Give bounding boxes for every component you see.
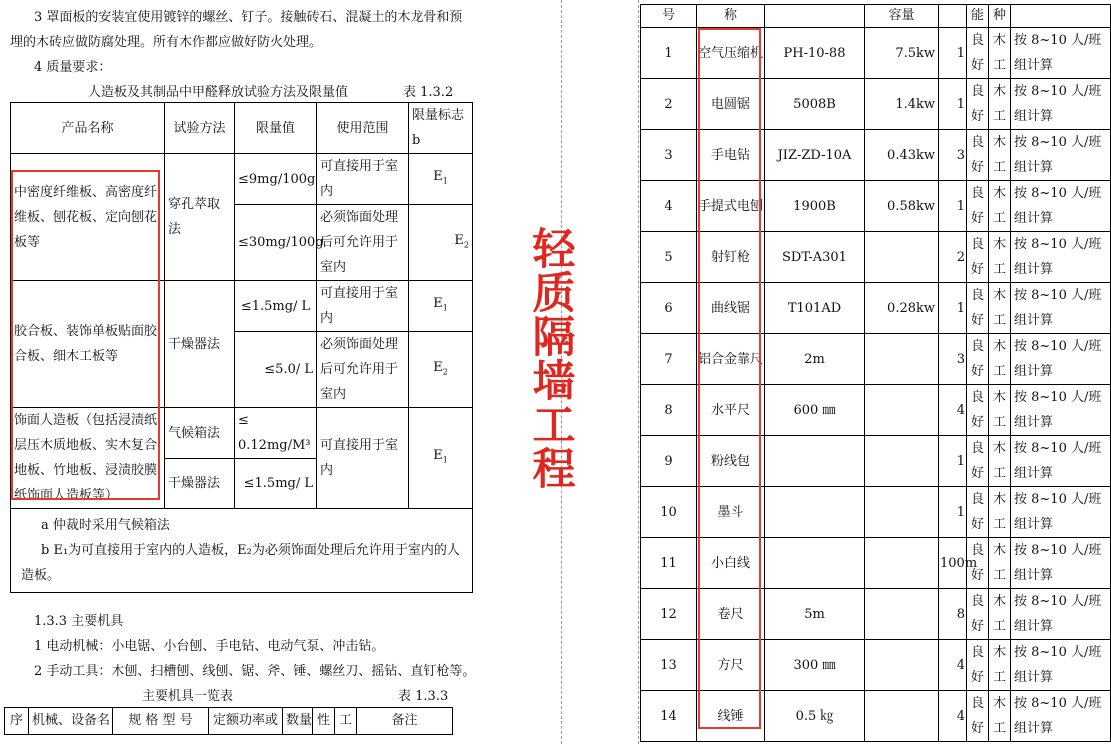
cell-state: 良好 xyxy=(967,538,989,589)
header-cell: 工 xyxy=(335,708,357,735)
cell-name: 手电钻 xyxy=(697,130,765,181)
header-cell: 能 xyxy=(967,5,989,28)
cell-trade: 木工 xyxy=(989,487,1011,538)
table-row xyxy=(641,283,1111,334)
header-cell: 规 格 型 号 xyxy=(113,708,209,735)
method-cell: 气候箱法 xyxy=(165,408,235,459)
header-cell: 使用范围 xyxy=(317,103,409,154)
cell-model: T101AD xyxy=(765,283,865,334)
mark-cell xyxy=(409,205,473,281)
cell-power: 0.58kw xyxy=(865,181,939,232)
cell-qty: 100m xyxy=(939,538,967,589)
mark-subscript: 1 xyxy=(442,303,448,313)
table-row xyxy=(641,640,1111,691)
cell-power xyxy=(865,640,939,691)
header-cell: 限量标志b xyxy=(409,103,473,154)
cell-trade: 木工 xyxy=(989,640,1011,691)
cell-trade: 木工 xyxy=(989,28,1011,79)
limit-cell: ≤5.0/ L xyxy=(235,332,317,408)
table-row xyxy=(641,181,1111,232)
cell-state: 良好 xyxy=(967,334,989,385)
cell-model: 300 ㎜ xyxy=(765,640,865,691)
cell-state: 良好 xyxy=(967,385,989,436)
table-row xyxy=(641,232,1111,283)
page-divider xyxy=(638,0,639,744)
machines-table-header xyxy=(4,707,453,735)
cell-model: 0.5 ㎏ xyxy=(765,691,865,742)
header-cell: 限量值 xyxy=(235,103,317,154)
cell-trade: 木工 xyxy=(989,232,1011,283)
cell-name: 电圆锯 xyxy=(697,79,765,130)
cell-state: 良好 xyxy=(967,283,989,334)
scope-cell: 可直接用于室内 xyxy=(317,408,409,509)
cell-qty: 4 xyxy=(939,640,967,691)
cell-no: 1 xyxy=(641,28,697,79)
header-cell: 定额功率或 xyxy=(209,708,283,735)
mark-subscript: 1 xyxy=(442,176,448,186)
table-row xyxy=(641,334,1111,385)
mark-letter: E xyxy=(454,232,464,248)
cell-name: 铝合金靠尺 xyxy=(697,334,765,385)
limit-cell: ≤9mg/100g xyxy=(235,154,317,205)
table-row xyxy=(641,385,1111,436)
header-cell xyxy=(765,5,865,28)
cell-qty: 1 xyxy=(939,181,967,232)
mark-cell xyxy=(409,332,473,408)
cell-no: 13 xyxy=(641,640,697,691)
note-b: b E₁为可直接用于室内的人造板，E₂为必须饰面处理后允许用于室内的人造板。 xyxy=(21,543,460,583)
cell-model: 1900B xyxy=(765,181,865,232)
cell-name: 曲线锯 xyxy=(697,283,765,334)
cell-no: 9 xyxy=(641,436,697,487)
cell-no: 11 xyxy=(641,538,697,589)
header-cell: 数量 xyxy=(283,708,313,735)
paragraph-line: 2 手动工具：木刨、扫槽刨、线刨、锯、斧、锤、螺丝刀、摇钻、直钉枪等。 xyxy=(34,664,476,679)
cell-qty: 4 xyxy=(939,385,967,436)
cell-trade: 木工 xyxy=(989,436,1011,487)
header-cell: 号 xyxy=(641,5,697,28)
cell-state: 良好 xyxy=(967,691,989,742)
cell-name: 空气压缩机 xyxy=(697,28,765,79)
cell-power xyxy=(865,691,939,742)
limit-cell: ≤1.5mg/ L xyxy=(235,459,317,509)
cell-model: PH-10-88 xyxy=(765,28,865,79)
mark-cell xyxy=(409,154,473,205)
cell-name: 射钉枪 xyxy=(697,232,765,283)
cell-state: 良好 xyxy=(967,487,989,538)
scope-cell: 可直接用于室内 xyxy=(317,281,409,332)
cell-power xyxy=(865,436,939,487)
cell-trade: 木工 xyxy=(989,181,1011,232)
table-row xyxy=(641,28,1111,79)
cell-qty: 3 xyxy=(939,334,967,385)
product-cell: 饰面人造板（包括浸渍纸层压木质地板、实木复合地板、竹地板、浸渍胶膜纸饰面人造板等） xyxy=(11,408,165,509)
cell-power xyxy=(865,334,939,385)
cell-remark: 按 8~10 人/班组计算 xyxy=(1011,334,1111,385)
cell-qty: 8 xyxy=(939,589,967,640)
vertical-section-title: 轻 质 隔 墙 工 程 xyxy=(532,225,576,495)
note-a: a 仲裁时采用气候箱法 xyxy=(41,518,170,533)
cell-trade: 木工 xyxy=(989,691,1011,742)
table-row xyxy=(641,538,1111,589)
cell-model: 5008B xyxy=(765,79,865,130)
header-cell: 备注 xyxy=(357,708,453,735)
cell-qty: 1 xyxy=(939,283,967,334)
table-row xyxy=(641,130,1111,181)
cell-power xyxy=(865,538,939,589)
cell-qty: 2 xyxy=(939,232,967,283)
cell-no: 14 xyxy=(641,691,697,742)
cell-trade: 木工 xyxy=(989,589,1011,640)
cell-remark: 按 8~10 人/班组计算 xyxy=(1011,589,1111,640)
right-document-page xyxy=(640,0,1107,744)
cell-state: 良好 xyxy=(967,589,989,640)
paragraph-line: 埋的木砖应做防腐处理。所有木作都应做好防火处理。 xyxy=(10,35,323,50)
method-cell: 干燥器法 xyxy=(165,459,235,509)
mark-subscript: 2 xyxy=(463,240,469,250)
cell-state: 良好 xyxy=(967,232,989,283)
header-cell xyxy=(1011,5,1111,28)
cell-model: JIZ-ZD-10A xyxy=(765,130,865,181)
mark-cell xyxy=(409,408,473,509)
cell-model xyxy=(765,538,865,589)
cell-remark: 按 8~10 人/班组计算 xyxy=(1011,436,1111,487)
cell-state: 良好 xyxy=(967,640,989,691)
table-number: 表 1.3.2 xyxy=(403,85,454,100)
cell-power: 7.5kw xyxy=(865,28,939,79)
cell-name: 粉线包 xyxy=(697,436,765,487)
table-row xyxy=(641,691,1111,742)
cell-name: 方尺 xyxy=(697,640,765,691)
formaldehyde-limit-table xyxy=(10,102,473,593)
scope-cell: 可直接用于室内 xyxy=(317,154,409,205)
mark-letter: E xyxy=(433,448,443,464)
cell-model: 600 ㎜ xyxy=(765,385,865,436)
cell-power: 0.43kw xyxy=(865,130,939,181)
cell-qty: 1 xyxy=(939,436,967,487)
table-row xyxy=(641,436,1111,487)
header-cell: 序 xyxy=(5,708,29,735)
header-cell: 称 xyxy=(697,5,765,28)
cell-trade: 木工 xyxy=(989,538,1011,589)
cell-model xyxy=(765,487,865,538)
mark-subscript: 2 xyxy=(442,367,448,377)
cell-name: 水平尺 xyxy=(697,385,765,436)
cell-power xyxy=(865,385,939,436)
cell-trade: 木工 xyxy=(989,385,1011,436)
mark-letter: E xyxy=(433,359,443,375)
method-cell: 穿孔萃取法 xyxy=(165,154,235,281)
header-cell: 性 xyxy=(313,708,335,735)
table-row xyxy=(641,589,1111,640)
product-cell: 胶合板、装饰单板贴面胶合板、细木工板等 xyxy=(11,281,165,408)
header-cell: 产品名称 xyxy=(11,103,165,154)
cell-model: 5m xyxy=(765,589,865,640)
table-number: 表 1.3.3 xyxy=(398,689,449,704)
scope-cell: 必须饰面处理后可允许用于室内 xyxy=(317,205,409,281)
cell-no: 2 xyxy=(641,79,697,130)
mark-letter: E xyxy=(433,296,443,312)
scope-cell: 必须饰面处理后可允许用于室内 xyxy=(317,332,409,408)
cell-no: 4 xyxy=(641,181,697,232)
cell-remark: 按 8~10 人/班组计算 xyxy=(1011,640,1111,691)
cell-remark: 按 8~10 人/班组计算 xyxy=(1011,79,1111,130)
cell-model: SDT-A301 xyxy=(765,232,865,283)
section-title: 1.3.3 主要机具 xyxy=(34,614,124,629)
machines-table xyxy=(640,4,1111,742)
cell-state: 良好 xyxy=(967,130,989,181)
cell-name: 小白线 xyxy=(697,538,765,589)
cell-trade: 木工 xyxy=(989,130,1011,181)
cell-remark: 按 8~10 人/班组计算 xyxy=(1011,385,1111,436)
cell-name: 卷尺 xyxy=(697,589,765,640)
method-cell: 干燥器法 xyxy=(165,281,235,408)
product-cell: 中密度纤维板、高密度纤维板、刨花板、定向刨花板等 xyxy=(11,154,165,281)
cell-no: 12 xyxy=(641,589,697,640)
limit-cell: ≤ 0.12mg/M³ xyxy=(235,408,317,459)
mark-letter: E xyxy=(433,169,443,185)
paragraph-line: 4 质量要求： xyxy=(34,60,112,75)
header-cell xyxy=(939,5,967,28)
cell-state: 良好 xyxy=(967,181,989,232)
cell-trade: 木工 xyxy=(989,283,1011,334)
header-cell: 试验方法 xyxy=(165,103,235,154)
cell-trade: 木工 xyxy=(989,334,1011,385)
header-cell: 机械、设备名 xyxy=(29,708,113,735)
limit-cell: ≤30mg/100g xyxy=(235,205,317,281)
cell-power xyxy=(865,487,939,538)
table-title: 主要机具一览表 xyxy=(142,689,234,704)
cell-remark: 按 8~10 人/班组计算 xyxy=(1011,28,1111,79)
table-row xyxy=(641,487,1111,538)
cell-remark: 按 8~10 人/班组计算 xyxy=(1011,487,1111,538)
cell-remark: 按 8~10 人/班组计算 xyxy=(1011,283,1111,334)
header-cell: 种 xyxy=(989,5,1011,28)
cell-power: 1.4kw xyxy=(865,79,939,130)
table-notes xyxy=(11,509,473,593)
cell-qty: 4 xyxy=(939,691,967,742)
cell-no: 6 xyxy=(641,283,697,334)
cell-qty: 1 xyxy=(939,28,967,79)
cell-qty: 1 xyxy=(939,79,967,130)
cell-qty: 3 xyxy=(939,130,967,181)
cell-power: 0.28kw xyxy=(865,283,939,334)
paragraph-line: 3 罩面板的安装宜使用镀锌的螺丝、钉子。接触砖石、混凝土的木龙骨和预 xyxy=(34,10,463,25)
limit-cell: ≤1.5mg/ L xyxy=(235,281,317,332)
cell-qty: 1 xyxy=(939,487,967,538)
cell-remark: 按 8~10 人/班组计算 xyxy=(1011,691,1111,742)
cell-no: 3 xyxy=(641,130,697,181)
mark-subscript: 1 xyxy=(442,455,448,465)
cell-remark: 按 8~10 人/班组计算 xyxy=(1011,181,1111,232)
cell-name: 墨斗 xyxy=(697,487,765,538)
cell-no: 10 xyxy=(641,487,697,538)
cell-state: 良好 xyxy=(967,28,989,79)
cell-trade: 木工 xyxy=(989,79,1011,130)
cell-no: 5 xyxy=(641,232,697,283)
table-row xyxy=(641,79,1111,130)
paragraph-line: 1 电动机械：小电锯、小台刨、手电钻、电动气泵、冲击钻。 xyxy=(34,639,385,654)
cell-no: 7 xyxy=(641,334,697,385)
cell-model xyxy=(765,436,865,487)
mark-cell xyxy=(409,281,473,332)
cell-remark: 按 8~10 人/班组计算 xyxy=(1011,538,1111,589)
header-cell: 容量 xyxy=(865,5,939,28)
cell-model: 2m xyxy=(765,334,865,385)
cell-remark: 按 8~10 人/班组计算 xyxy=(1011,130,1111,181)
cell-state: 良好 xyxy=(967,79,989,130)
cell-state: 良好 xyxy=(967,436,989,487)
cell-power xyxy=(865,589,939,640)
cell-power xyxy=(865,232,939,283)
cell-name: 线锤 xyxy=(697,691,765,742)
cell-remark: 按 8~10 人/班组计算 xyxy=(1011,232,1111,283)
cell-name: 手提式电刨 xyxy=(697,181,765,232)
table-title: 人造板及其制品中甲醛释放试验方法及限量值 xyxy=(88,85,349,100)
cell-no: 8 xyxy=(641,385,697,436)
